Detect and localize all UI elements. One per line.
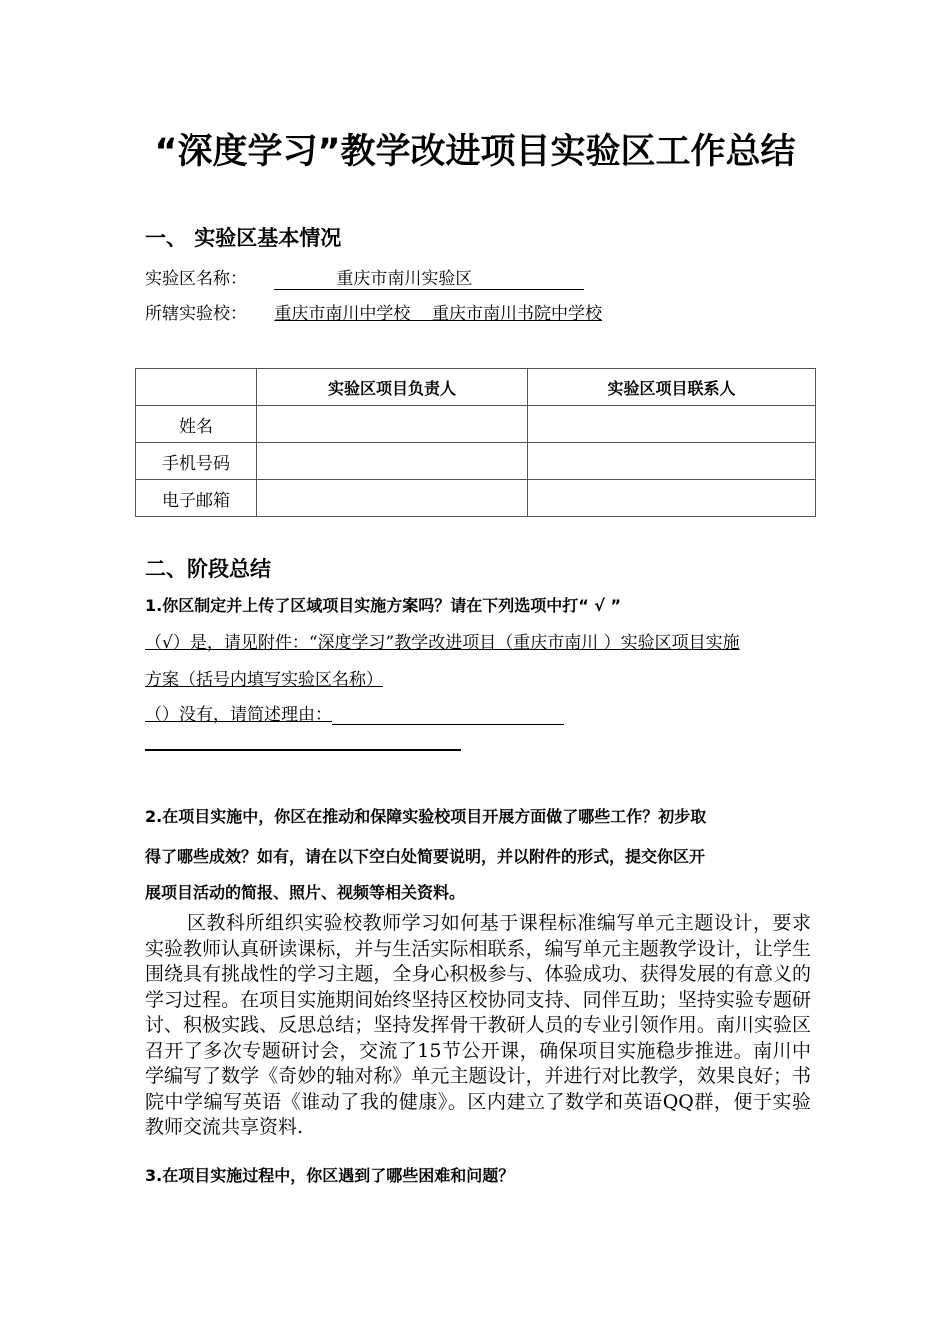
question-2-line2: 得了哪些成效？如有，请在以下空白处简要说明，并以附件的形式，提交你区开 [145,847,706,866]
leader-email-cell[interactable] [257,480,528,517]
question-2-line1: 2.在项目实施中，你区在推动和保障实验校项目开展方面做了哪些工作？初步取 [145,807,707,826]
contact-email-cell[interactable] [528,480,816,517]
document-title: “深度学习”教学改进项目实验区工作总结 [154,132,796,172]
question-2-line3: 展项目活动的简报、照片、视频等相关资料。 [145,883,466,902]
table-header-row [136,369,816,406]
q1-reason-blank[interactable] [332,706,564,725]
q1-option-no-line [145,700,564,725]
row-label-phone: 手机号码 [136,443,257,480]
table-header-leader: 实验区项目负责人 [257,369,528,406]
contact-table [135,368,816,517]
schools-line [145,299,602,324]
row-label-email: 电子邮箱 [136,480,257,517]
q1-option-no-label: （）没有，请简述理由： [145,705,332,725]
schools-value: 重庆市南川中学校 重庆市南川书院中学校 [274,304,603,324]
question-1: 1.你区制定并上传了区域项目实施方案吗？请在下列选项中打“ √ ” [145,596,622,615]
schools-label: 所辖实验校： [145,304,247,324]
row-label-name: 姓名 [136,406,257,443]
answer-rule-line [145,749,461,751]
question-3: 3.在项目实施过程中，你区遇到了哪些困难和问题？ [145,1166,515,1185]
leader-phone-cell[interactable] [257,443,528,480]
section-heading-basic-info: 一、 实验区基本情况 [145,226,342,250]
table-row [136,406,816,443]
q1-option-yes-line2: 方案（括号内填写实验区名称） [145,670,383,690]
section-heading-summary: 二、阶段总结 [145,557,271,581]
table-row [136,480,816,517]
table-header-contact: 实验区项目联系人 [528,369,816,406]
zone-name-value: 重庆市南川实验区 [274,264,584,290]
q1-option-yes-line1: （√）是，请见附件：“深度学习”教学改进项目（重庆市南川 ）实验区项目实施 [145,633,740,653]
zone-name-label: 实验区名称： [145,269,247,289]
contact-name-cell[interactable] [528,406,816,443]
table-row [136,443,816,480]
answer-paragraph: 区教科所组织实验校教师学习如何基于课程标准编写单元主题设计，要求实验教师认真研读课标，并与生活实际相联系，编写单元主题教学设计，让学生围绕具有挑战性的学习主题，全身心积极参与、体验成功、获得发展的有意义的学习过程。在项目实施期间始终坚持区校协同支持、同伴互助；坚持实验专题研讨、积极实践、反思总结；坚持发挥骨干教研人员的专业引领作用。南川实验区召开了多次专题研讨会，交流了15节公开课，确保项目实施稳步推进。南川中学编写了数学《奇妙的轴对称》单元主题设计，并进行对比教学，效果良好；书院中学编写英语《谁动了我的健康》。区内建立了数学和英语QQ群，便于实验教师交流共享资料. [145,912,811,1138]
zone-name-line [145,264,584,290]
contact-phone-cell[interactable] [528,443,816,480]
table-header-blank [136,369,257,406]
leader-name-cell[interactable] [257,406,528,443]
